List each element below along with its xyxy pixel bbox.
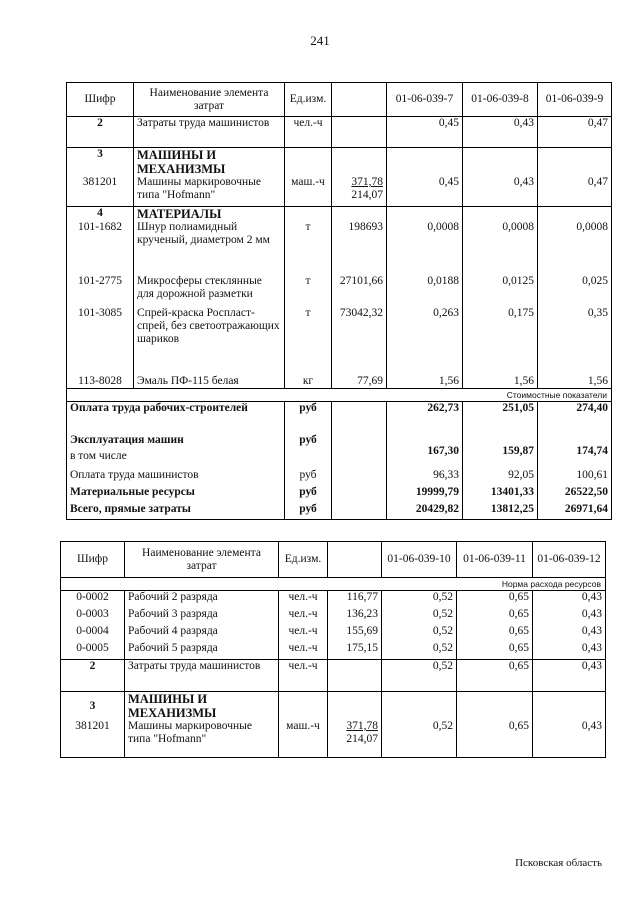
header-price [328, 542, 382, 578]
row-code: 0-0003 [61, 608, 125, 625]
header-col-10: 01-06-039-10 [382, 542, 457, 578]
resource-table-2 [60, 541, 606, 758]
total-value: 251,05 [463, 402, 538, 434]
total-value: 274,40 [538, 402, 612, 434]
table-row [61, 608, 606, 625]
total-value: 13401,33 [463, 486, 538, 503]
row-price: 175,15 [328, 642, 382, 660]
row-code: 381201 [61, 720, 125, 757]
row-name: Микросферы стеклянные для дорожной разметки [134, 275, 285, 307]
note-row [61, 578, 606, 591]
row-price [328, 720, 382, 757]
total-row [67, 469, 612, 486]
row-price: 155,69 [328, 625, 382, 642]
row-price: 136,23 [328, 608, 382, 625]
section-title: МАШИНЫ И МЕХАНИЗМЫ [125, 692, 279, 721]
row-code: 101-2775 [67, 275, 134, 307]
row-price: 73042,32 [332, 307, 387, 369]
header-col-7: 01-06-039-7 [387, 83, 463, 117]
total-name [67, 434, 285, 469]
row-unit: т [285, 275, 332, 307]
section-row [61, 692, 606, 721]
row-price: 77,69 [332, 369, 387, 389]
table-row [67, 176, 612, 206]
total-unit: руб [285, 503, 332, 520]
row-name: Затраты труда машинистов [134, 117, 285, 148]
section-row [67, 148, 612, 177]
row-price [332, 176, 387, 206]
total-value: 159,87 [463, 434, 538, 469]
row-code: 101-1682 [67, 221, 134, 275]
row-value: 0,52 [382, 608, 457, 625]
row-value: 0,65 [457, 660, 533, 692]
total-name: Всего, прямые затраты [67, 503, 285, 520]
total-value: 26522,50 [538, 486, 612, 503]
table-row [61, 625, 606, 642]
section-title: МАТЕРИАЛЫ [134, 206, 285, 221]
header-col-8: 01-06-039-8 [463, 83, 538, 117]
price-secondary: 214,07 [346, 733, 378, 745]
page-number: 241 [310, 33, 330, 48]
price-primary: 371,78 [351, 176, 383, 188]
row-price [332, 117, 387, 148]
row-unit: чел.-ч [279, 625, 328, 642]
row-value: 0,175 [463, 307, 538, 369]
row-value: 1,56 [463, 369, 538, 389]
total-value: 92,05 [463, 469, 538, 486]
row-unit: маш.-ч [279, 720, 328, 757]
resource-table-1 [66, 82, 612, 520]
cost-note: Стоимостные показатели [67, 389, 612, 402]
total-value: 174,74 [538, 434, 612, 469]
table-row [61, 642, 606, 660]
row-unit: чел.-ч [279, 608, 328, 625]
row-value: 0,0008 [538, 221, 612, 275]
row-value: 0,43 [463, 117, 538, 148]
row-value: 0,43 [463, 176, 538, 206]
price-secondary: 214,07 [351, 189, 383, 201]
header-name: Наименование элемента затрат [125, 542, 279, 578]
row-price: 116,77 [328, 591, 382, 608]
total-name: Материальные ресурсы [67, 486, 285, 503]
row-name: Машины маркировочные типа "Hofmann" [125, 720, 279, 757]
row-code: 113-8028 [67, 369, 134, 389]
row-value: 0,43 [533, 608, 606, 625]
total-value: 167,30 [387, 434, 463, 469]
row-code: 2 [61, 660, 125, 692]
row-value: 0,43 [533, 660, 606, 692]
header-unit: Ед.изм. [285, 83, 332, 117]
table-row [67, 275, 612, 307]
table-row [67, 221, 612, 275]
region-footer: Псковская область [515, 857, 602, 869]
row-value: 0,52 [382, 642, 457, 660]
row-code: 2 [67, 117, 134, 148]
row-value: 0,47 [538, 176, 612, 206]
row-unit: кг [285, 369, 332, 389]
row-value: 0,025 [538, 275, 612, 307]
header-code: Шифр [61, 542, 125, 578]
row-value: 0,263 [387, 307, 463, 369]
table-row [61, 591, 606, 608]
total-name: Оплата труда машинистов [67, 469, 285, 486]
row-value: 0,43 [533, 625, 606, 642]
row-value: 0,47 [538, 117, 612, 148]
total-unit: руб [285, 469, 332, 486]
row-code: 0-0002 [61, 591, 125, 608]
header-price [332, 83, 387, 117]
row-value: 0,52 [382, 660, 457, 692]
table-header-row [67, 83, 612, 117]
table-row [67, 307, 612, 369]
row-name: Спрей-краска Роспласт-спрей, без светоотражающих шариков [134, 307, 285, 369]
total-row [67, 434, 612, 469]
row-value: 0,65 [457, 608, 533, 625]
total-row [67, 503, 612, 520]
header-col-11: 01-06-039-11 [457, 542, 533, 578]
total-name-sub: в том числе [70, 449, 127, 462]
row-name: Затраты труда машинистов [125, 660, 279, 692]
row-value: 0,52 [382, 625, 457, 642]
header-col-9: 01-06-039-9 [538, 83, 612, 117]
row-unit: чел.-ч [279, 642, 328, 660]
total-unit: руб [285, 486, 332, 503]
row-code: 0-0005 [61, 642, 125, 660]
row-value: 0,0008 [387, 221, 463, 275]
section-code: 3 [61, 692, 125, 721]
row-value: 0,45 [387, 117, 463, 148]
row-value: 0,45 [387, 176, 463, 206]
row-unit: чел.-ч [285, 117, 332, 148]
row-price: 27101,66 [332, 275, 387, 307]
table-row [67, 369, 612, 389]
price-primary: 371,78 [346, 720, 378, 732]
row-name: Шнур полиамидный крученый, диаметром 2 мм [134, 221, 285, 275]
total-name: Оплата труда рабочих-строителей [67, 402, 285, 434]
row-unit: чел.-ч [279, 591, 328, 608]
row-unit: т [285, 307, 332, 369]
row-name: Рабочий 2 разряда [125, 591, 279, 608]
total-value: 20429,82 [387, 503, 463, 520]
row-value: 1,56 [538, 369, 612, 389]
row-value: 0,0188 [387, 275, 463, 307]
total-row [67, 486, 612, 503]
row-name: Машины маркировочные типа "Hofmann" [134, 176, 285, 206]
note-row [67, 389, 612, 402]
row-name: Рабочий 3 разряда [125, 608, 279, 625]
total-value: 19999,79 [387, 486, 463, 503]
total-unit: руб [285, 434, 332, 469]
row-value: 0,43 [533, 642, 606, 660]
row-value: 0,0125 [463, 275, 538, 307]
row-name: Рабочий 5 разряда [125, 642, 279, 660]
total-value: 26971,64 [538, 503, 612, 520]
row-value: 0,43 [533, 591, 606, 608]
total-row [67, 402, 612, 434]
header-unit: Ед.изм. [279, 542, 328, 578]
row-name: Рабочий 4 разряда [125, 625, 279, 642]
row-value: 0,65 [457, 625, 533, 642]
row-value: 0,43 [533, 720, 606, 757]
row-value: 0,52 [382, 720, 457, 757]
row-unit: маш.-ч [285, 176, 332, 206]
table-row [61, 720, 606, 757]
section-row [67, 206, 612, 221]
row-value: 1,56 [387, 369, 463, 389]
total-value: 96,33 [387, 469, 463, 486]
header-code: Шифр [67, 83, 134, 117]
total-unit: руб [285, 402, 332, 434]
table-row [61, 660, 606, 692]
total-value: 262,73 [387, 402, 463, 434]
row-value: 0,0008 [463, 221, 538, 275]
section-title: МАШИНЫ И МЕХАНИЗМЫ [134, 148, 285, 177]
header-col-12: 01-06-039-12 [533, 542, 606, 578]
norm-note: Норма расхода ресурсов [61, 578, 606, 591]
total-value: 100,61 [538, 469, 612, 486]
row-code: 101-3085 [67, 307, 134, 369]
row-unit: чел.-ч [279, 660, 328, 692]
row-price: 198693 [332, 221, 387, 275]
row-code: 381201 [67, 176, 134, 206]
row-value: 0,35 [538, 307, 612, 369]
row-value: 0,65 [457, 720, 533, 757]
row-code: 0-0004 [61, 625, 125, 642]
row-value: 0,65 [457, 591, 533, 608]
row-value: 0,52 [382, 591, 457, 608]
table-row [67, 117, 612, 148]
section-code: 4 [67, 206, 134, 221]
row-value: 0,65 [457, 642, 533, 660]
section-code: 3 [67, 148, 134, 177]
header-name: Наименование элемента затрат [134, 83, 285, 117]
total-name-main: Эксплуатация машин [70, 433, 184, 446]
row-unit: т [285, 221, 332, 275]
table-header-row [61, 542, 606, 578]
total-value: 13812,25 [463, 503, 538, 520]
row-name: Эмаль ПФ-115 белая [134, 369, 285, 389]
